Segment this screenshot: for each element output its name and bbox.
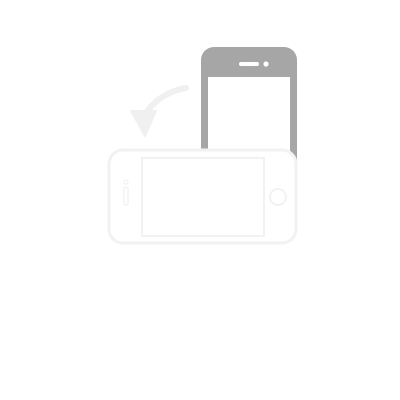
rotate-arrow-icon (131, 88, 186, 136)
landscape-phone-icon (109, 150, 296, 243)
rotate-arrow-head (131, 111, 156, 136)
portrait-phone-speaker (239, 62, 259, 66)
landscape-phone-speaker (124, 187, 128, 205)
landscape-phone-camera (124, 180, 128, 184)
portrait-phone-camera (263, 61, 268, 66)
landscape-phone-home-button (270, 189, 286, 205)
landscape-phone-screen (142, 158, 264, 236)
